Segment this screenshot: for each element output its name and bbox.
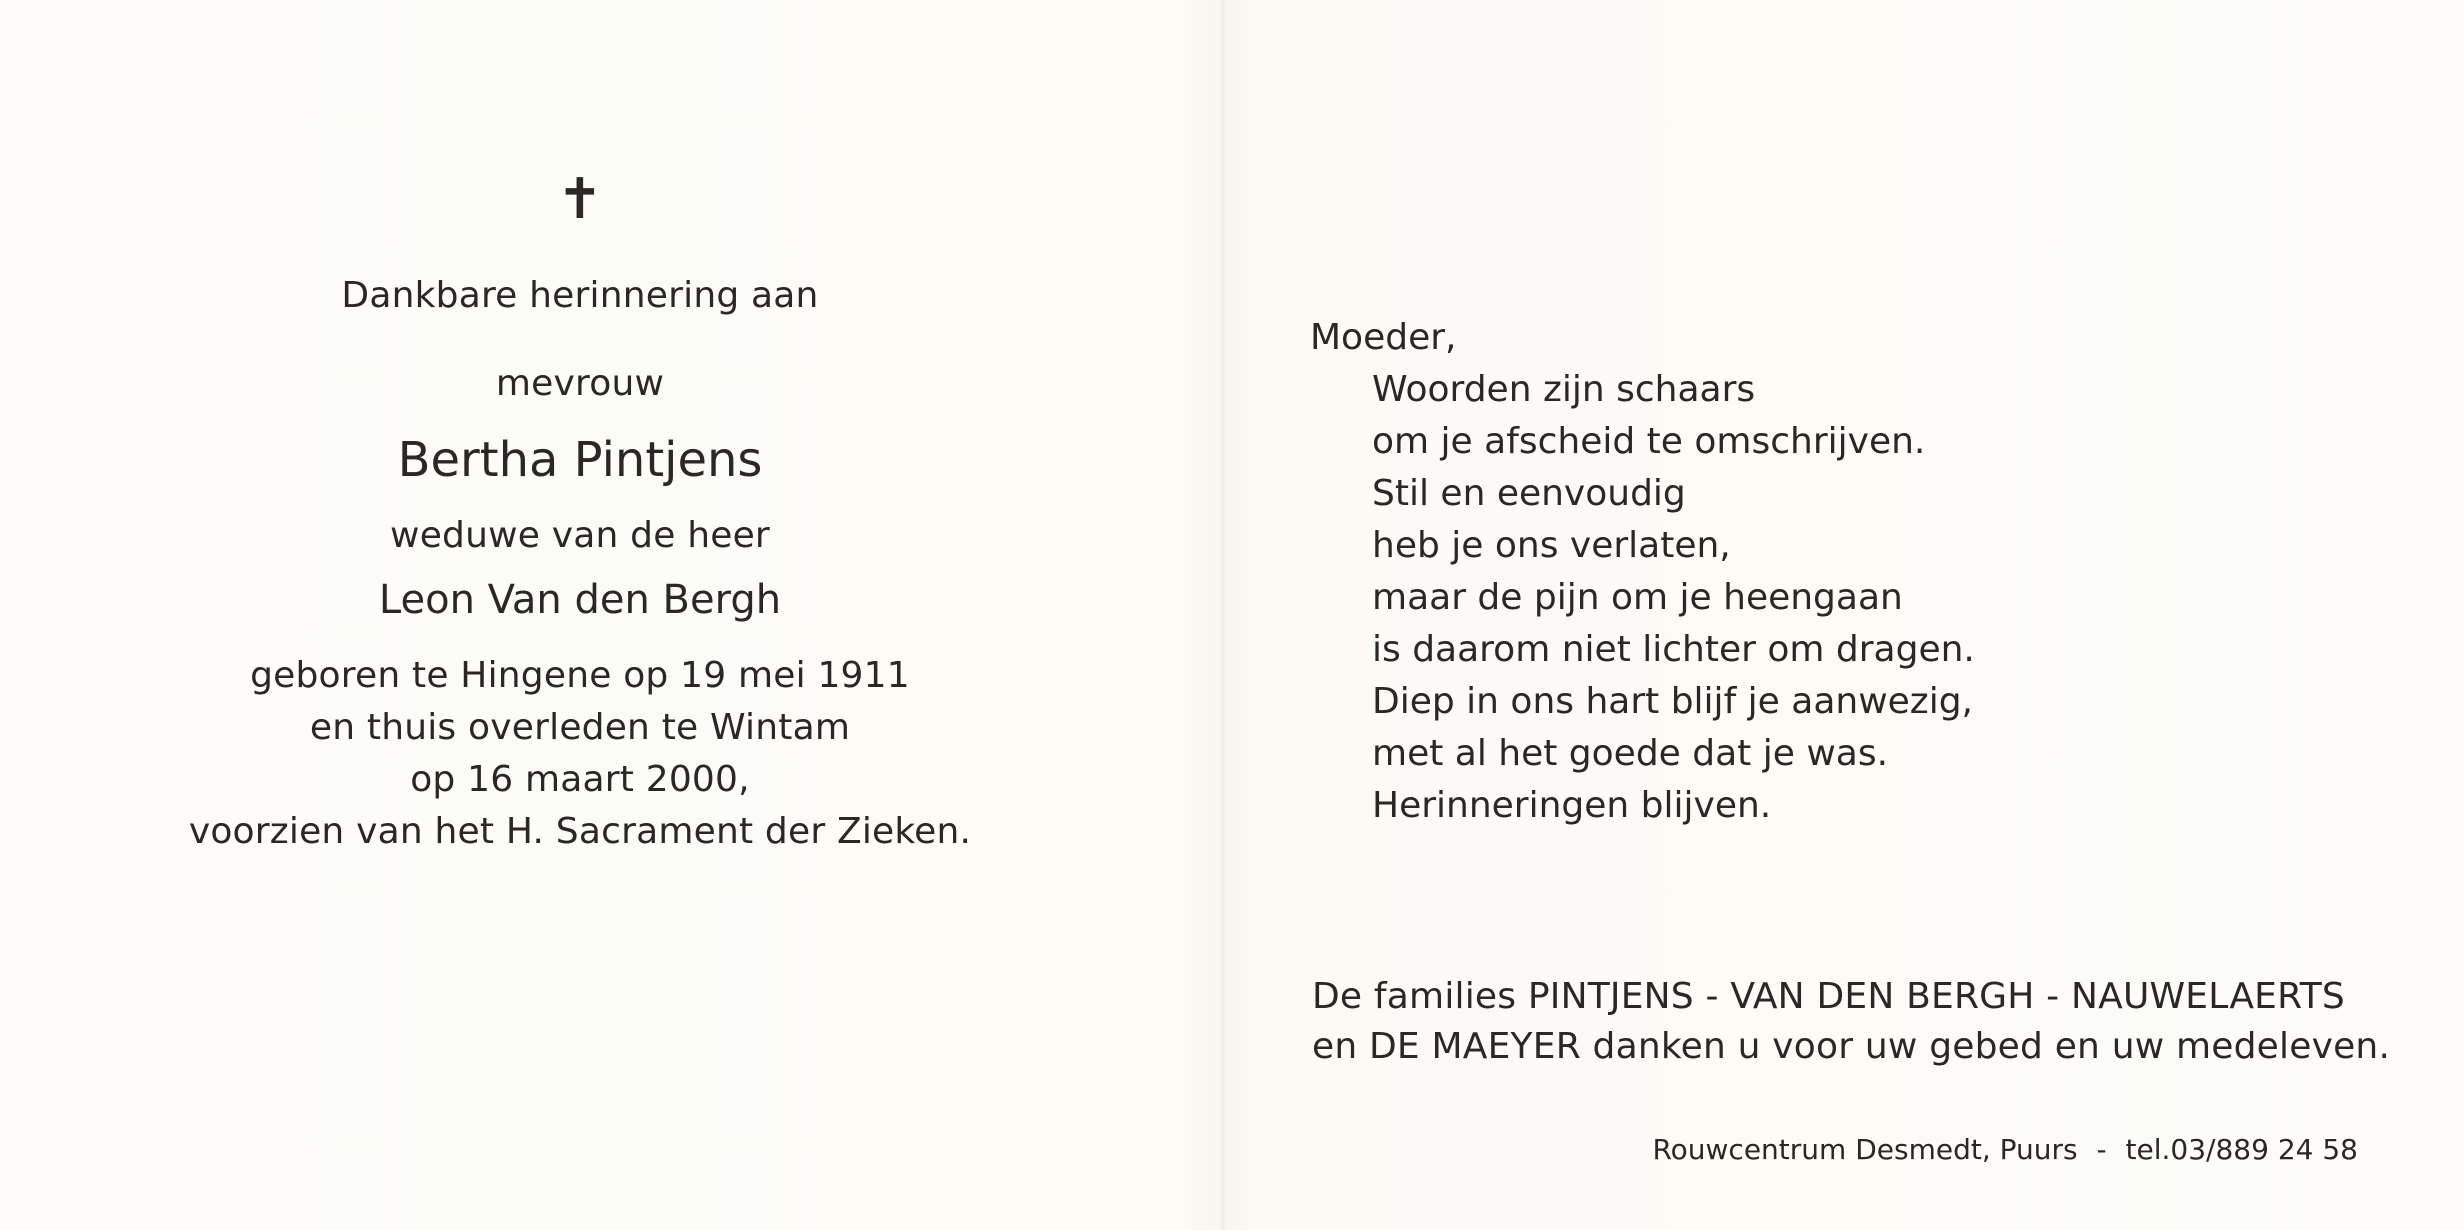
undertaker-info [1652,1130,2358,1170]
poem-line: Stil en eenvoudig [1372,473,1686,514]
undertaker-name: Rouwcentrum Desmedt, Puurs [1652,1133,2078,1166]
poem-line: heb je ons verlaten, [1372,525,1731,566]
poem-line: Woorden zijn schaars [1372,369,1756,410]
families-thanks [1312,972,2412,1072]
poem-line: om je afscheid te omschrijven. [1372,421,1926,462]
relation-text: weduwe van de heer [390,515,770,556]
poem-line: is daarom niet lichter om dragen. [1372,629,1975,670]
families-line-2: en DE MAEYER danken u voor uw gebed en uw medeleven. [1312,1026,2391,1067]
poem-line: met al het goede dat je was. [1372,733,1889,774]
poem-greeting: Moeder, [1310,317,1457,358]
deceased-name: Bertha Pintjens [397,432,763,488]
left-panel [80,167,1080,858]
title-text: mevrouw [495,363,665,404]
cross-icon: ✝ [556,167,604,232]
intro-text: Dankbare herinnering aan [341,275,819,316]
poem-line: Herinneringen blijven. [1372,785,1772,826]
detail-line: en thuis overleden te Wintam [309,707,851,748]
undertaker-phone: tel.03/889 24 58 [2125,1133,2358,1166]
detail-line: op 16 maart 2000, [410,759,750,800]
spacer [80,322,1080,358]
undertaker-separator: - [2096,1133,2107,1166]
detail-line: voorzien van het H. Sacrament der Zieken. [188,811,972,852]
spouse-name: Leon Van den Bergh [378,577,782,623]
poem-line: maar de pijn om je heengaan [1372,577,1903,618]
poem-panel [1310,312,2360,832]
poem-line: Diep in ons hart blijf je aanwezig, [1372,681,1973,722]
detail-line: geboren te Hingene op 19 mei 1911 [250,655,910,696]
families-line-1: De families PINTJENS - VAN DEN BERGH - NAUWELAERTS [1312,976,2345,1017]
card-fold [1220,0,1226,1230]
